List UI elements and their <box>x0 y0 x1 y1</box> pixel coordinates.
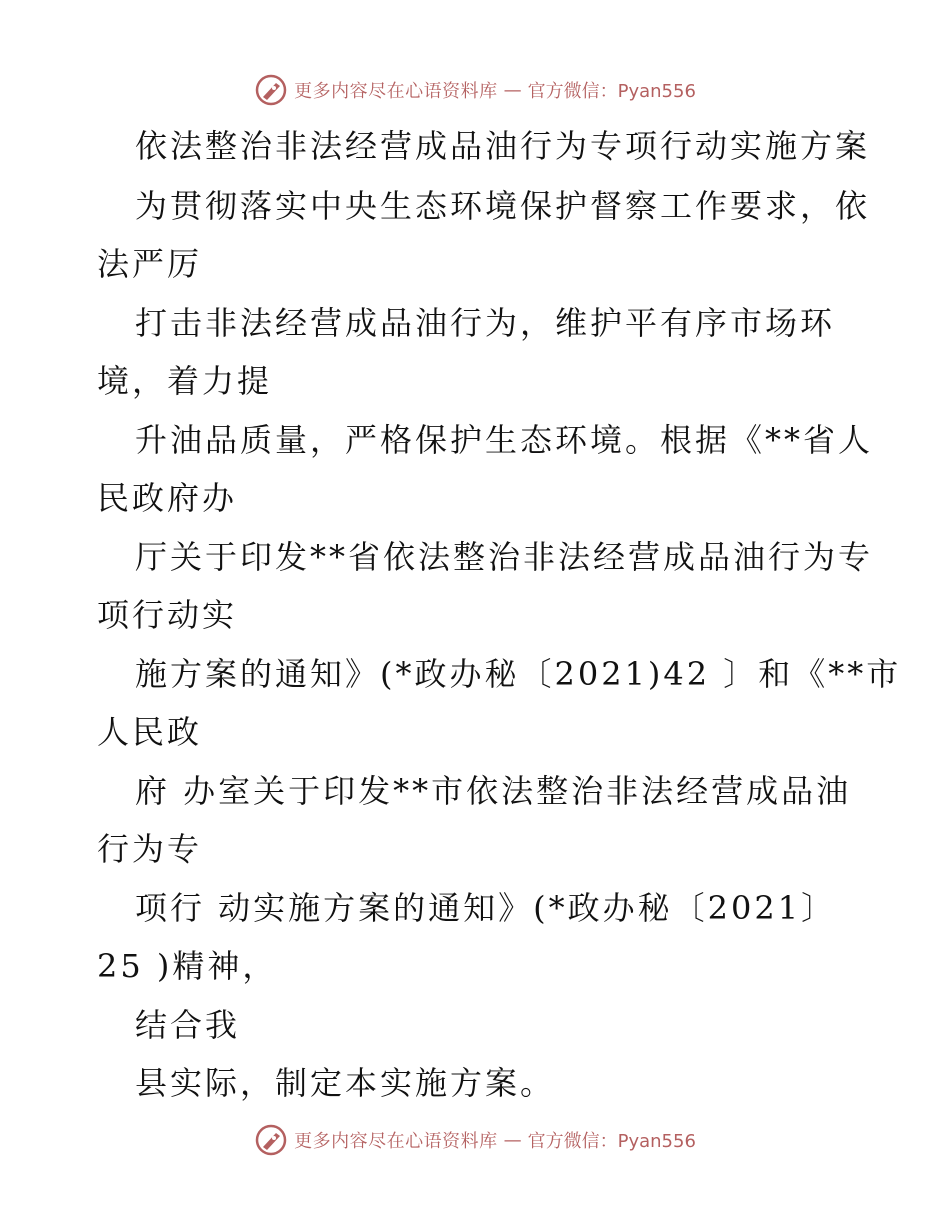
pen-nib-logo-icon <box>254 73 288 107</box>
doc-line-16: 县实际，制定本实施方案。 <box>135 1064 556 1102</box>
doc-line-11: 府 办室关于印发**市依法整治非法经营成品油 <box>135 772 852 810</box>
header-separator: — <box>503 79 522 101</box>
doc-title: 依法整治非法经营成品油行为专项行动实施方案 <box>135 127 871 165</box>
header-wechat-text: 官方微信：Pyan556 <box>527 81 696 102</box>
doc-line-14: 25 )精神， <box>97 947 278 985</box>
doc-line-13: 项行 动实施方案的通知》(*政办秘〔2021〕 <box>135 889 837 927</box>
header-banner <box>0 70 950 110</box>
pen-nib-logo-icon <box>254 1123 288 1157</box>
doc-line-2: 法严厉 <box>97 245 203 283</box>
footer-banner <box>0 1120 950 1160</box>
doc-line-4: 境，着力提 <box>97 362 273 400</box>
doc-line-15: 结合我 <box>135 1006 241 1044</box>
doc-line-6: 民政府办 <box>97 479 238 517</box>
footer-brand-text: 更多内容尽在心语资料库 <box>294 1131 498 1152</box>
doc-line-12: 行为专 <box>97 830 203 868</box>
doc-line-8: 项行动实 <box>97 596 238 634</box>
doc-line-1: 为贯彻落实中央生态环境保护督察工作要求，依 <box>135 187 871 225</box>
footer-wechat-text: 官方微信：Pyan556 <box>527 1131 696 1152</box>
doc-line-10: 人民政 <box>97 713 203 751</box>
doc-line-7: 厅关于印发**省依法整治非法经营成品油行为专 <box>135 538 874 576</box>
doc-line-5: 升油品质量，严格保护生态环境。根据《**省人 <box>135 421 874 459</box>
header-brand-text: 更多内容尽在心语资料库 <box>294 81 498 102</box>
doc-line-9: 施方案的通知》(*政办秘〔2021)42 〕和《**市 <box>135 655 902 693</box>
footer-separator: — <box>503 1129 522 1151</box>
doc-line-3: 打击非法经营成品油行为，维护平有序市场环 <box>135 304 836 342</box>
